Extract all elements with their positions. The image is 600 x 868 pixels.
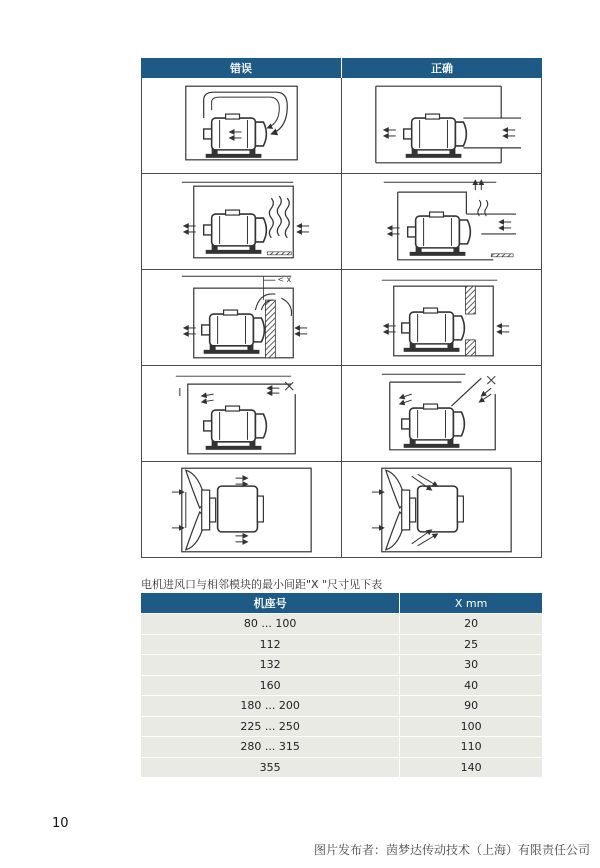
diagram-row-4 [141, 366, 542, 462]
spacing-table [141, 593, 542, 777]
frame-cell: 355 [141, 757, 400, 777]
wrong-enclosure-vent-icon [141, 366, 341, 461]
spacing-table-header [141, 593, 542, 614]
frame-cell: 180 ... 200 [141, 696, 400, 717]
wrong-heat-source-icon [141, 174, 341, 269]
x-cell: 110 [400, 737, 542, 758]
header-correct: 正确 [341, 58, 542, 78]
x-cell: 90 [400, 696, 542, 717]
spacing-caption: 电机进风口与相邻模块的最小间距"X "尺寸见下表 [141, 578, 383, 591]
placement-diagram-table [141, 58, 542, 558]
correct-enclosure-baffle-icon [341, 366, 542, 461]
x-cell: 140 [400, 757, 542, 777]
x-cell: 30 [400, 655, 542, 676]
header-frame-size: 机座号 [141, 593, 400, 614]
table-row [141, 634, 542, 655]
wrong-wall-too-close-icon [141, 270, 341, 365]
page-number: 10 [52, 816, 69, 831]
frame-cell: 132 [141, 655, 400, 676]
diagram-row-3 [141, 270, 542, 366]
table-row [141, 716, 542, 737]
diagram-row-5 [141, 462, 542, 558]
table-row [141, 696, 542, 717]
table-row [141, 655, 542, 676]
correct-heat-deflector-icon [341, 174, 542, 269]
header-wrong: 错误 [230, 62, 252, 75]
publisher-credit: 图片发布者：茵梦达传动技术（上海）有限责任公司 [313, 843, 590, 857]
x-cell: 25 [400, 634, 542, 655]
diagram-table-header [141, 58, 542, 78]
frame-cell: 112 [141, 634, 400, 655]
table-row [141, 737, 542, 758]
table-row [141, 757, 542, 777]
diagram-row-1 [141, 78, 542, 174]
frame-cell: 160 [141, 675, 400, 696]
frame-cell: 225 ... 250 [141, 716, 400, 737]
frame-cell: 280 ... 315 [141, 737, 400, 758]
table-row [141, 614, 542, 635]
frame-cell: 80 ... 100 [141, 614, 400, 635]
diagram-row-2 [141, 174, 542, 270]
x-cell: 20 [400, 614, 542, 635]
correct-wall-gap-icon [341, 270, 542, 365]
header-x-mm: X mm [400, 593, 542, 614]
wrong-fan-airflow-icon [141, 462, 341, 557]
correct-duct-icon [341, 78, 542, 173]
x-cell: 100 [400, 716, 542, 737]
table-row [141, 675, 542, 696]
wall-gap-label: < x [277, 275, 292, 285]
wrong-recirculation-icon [141, 78, 341, 173]
x-cell: 40 [400, 675, 542, 696]
correct-fan-guided-icon [341, 462, 542, 557]
